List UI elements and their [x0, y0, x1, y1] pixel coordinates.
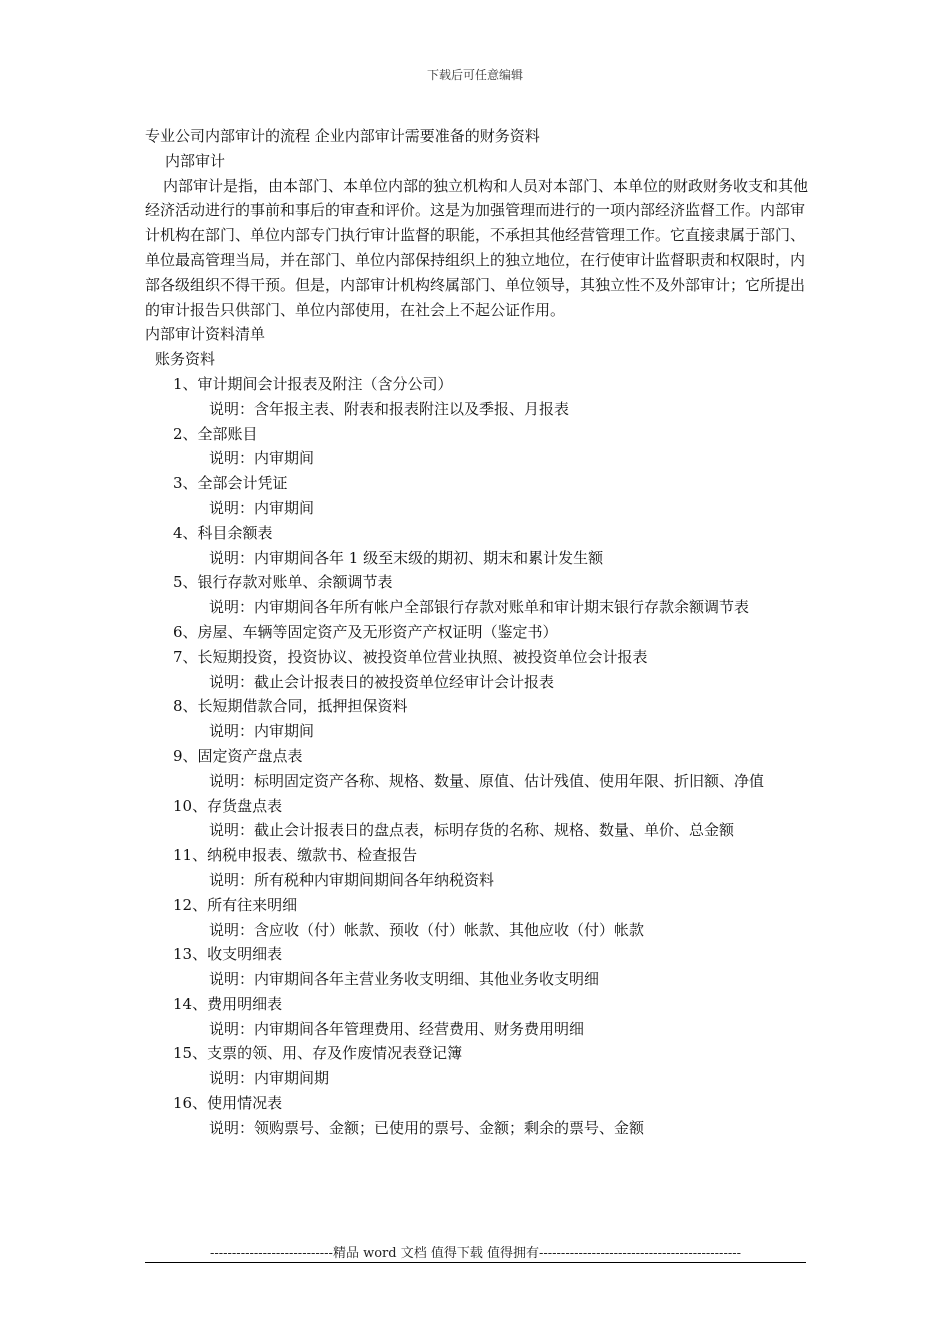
list-item: 10、存货盘点表: [173, 796, 283, 815]
list-item-note: 说明：内审期间各年主营业务收支明细、其他业务收支明细: [209, 970, 600, 989]
subsection-heading-accounting-materials: 账务资料: [155, 350, 216, 369]
list-item: 2、全部账目: [173, 424, 258, 443]
list-item-note: 说明：领购票号、金额；已使用的票号、金额；剩余的票号、金额: [209, 1118, 645, 1137]
list-item-note: 说明：内审期间: [209, 498, 315, 517]
list-item-note: 说明：截止会计报表日的被投资单位经审计会计报表: [209, 672, 555, 691]
list-item: 12、所有往来明细: [173, 895, 298, 914]
document-title: 专业公司内部审计的流程 企业内部审计需要准备的财务资料: [145, 127, 540, 145]
list-item: 8、长短期借款合同，抵押担保资料: [173, 697, 408, 716]
list-item-note: 说明：截止会计报表日的盘点表，标明存货的名称、规格、数量、单价、总金额: [209, 821, 735, 840]
list-item: 14、费用明细表: [173, 994, 283, 1013]
list-item: 9、固定资产盘点表: [173, 746, 303, 765]
list-item-note: 说明：内审期间期: [209, 1069, 330, 1088]
list-item: 13、收支明细表: [173, 945, 283, 964]
list-item-note: 说明：内审期间: [209, 722, 315, 741]
list-item: 15、支票的领、用、存及作废情况表登记簿: [173, 1044, 463, 1063]
page-footer: ----------------------------精品 word 文档 值得下载 值得拥有----------------------------------------------: [209, 1246, 742, 1261]
list-item-note: 说明：所有税种内审期间期间各年纳税资料: [209, 870, 495, 889]
list-item-note: 说明：含应收（付）帐款、预收（付）帐款、其他应收（付）帐款: [209, 920, 645, 939]
footer-divider: [145, 1262, 806, 1263]
list-item-note: 说明：内审期间: [209, 449, 315, 468]
list-item: 4、科目余额表: [173, 523, 273, 542]
list-item-note: 说明：内审期间各年 1 级至末级的期初、期末和累计发生额: [209, 548, 604, 567]
page-header-note: 下载后可任意编辑: [426, 68, 523, 82]
section-heading-materials-list: 内部审计资料清单: [145, 325, 266, 344]
list-item: 5、银行存款对账单、余额调节表: [173, 573, 393, 592]
section-heading-internal-audit: 内部审计: [165, 151, 226, 170]
list-item: 6、房屋、车辆等固定资产及无形资产产权证明（鉴定书）: [173, 622, 558, 641]
document-body: [145, 124, 810, 1141]
list-item: 11、纳税申报表、缴款书、检查报告: [173, 846, 418, 865]
list-item: 7、长短期投资，投资协议、被投资单位营业执照、被投资单位会计报表: [173, 647, 648, 666]
list-item: 1、审计期间会计报表及附注（含分公司）: [173, 374, 453, 393]
list-item-note: 说明：内审期间各年管理费用、经营费用、财务费用明细: [209, 1019, 585, 1038]
section-paragraph-internal-audit: 内部审计是指，由本部门、本单位内部的独立机构和人员对本部门、本单位的财政财务收支和其他经济活动进行的事前和事后的审查和评价。这是为加强管理而进行的一项内部经济监督工作。内部审计机构在部门、单位内部专门执行审计监督的职能，不承担其他经营管理工作。它直接隶属于部门、单位最高管理当局，并在部门、单位内部保持组织上的独立地位，在行使审计监督职责和权限时，内部各级组织不得干预。但是，内部审计机构终属部门、单位领导，其独立性不及外部审计；它所提出的审计报告只供部门、单位内部使用，在社会上不起公证作用。: [145, 176, 809, 319]
list-item-note: 说明：标明固定资产各称、规格、数量、原值、估计残值、使用年限、折旧额、净值: [209, 771, 765, 790]
materials-list: [145, 372, 810, 1141]
list-item: 3、全部会计凭证: [173, 474, 288, 493]
list-item-note: 说明：含年报主表、附表和报表附注以及季报、月报表: [209, 399, 570, 418]
list-item: 16、使用情况表: [173, 1094, 283, 1113]
list-item-note: 说明：内审期间各年所有帐户全部银行存款对账单和审计期末银行存款余额调节表: [209, 598, 750, 617]
